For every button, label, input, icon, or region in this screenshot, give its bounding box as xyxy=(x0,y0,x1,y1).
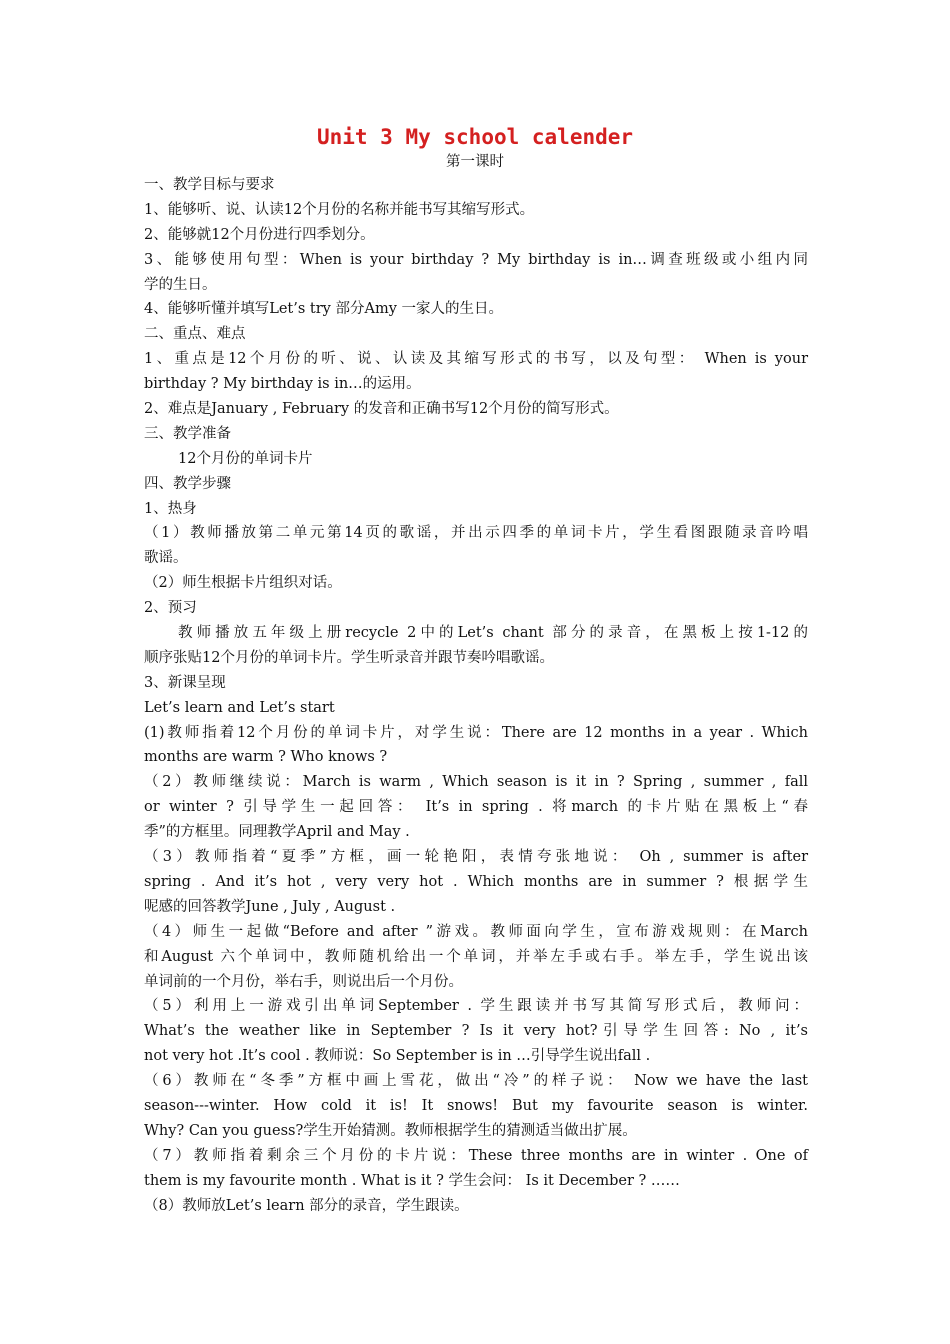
text-line: (1)教师指着12个月份的单词卡片，对学生说：There are 12 months in a year . Which xyxy=(144,724,808,741)
text-line: or winter ? 引导学生一起回答： It’s in spring . 将march 的卡片贴在黑板上“春 xyxy=(144,799,808,816)
text-line: （2）教师继续说：March is warm , Which season is it in ? Spring , summer , fall xyxy=(144,774,808,791)
text-line: 顺序张贴12个月份的单词卡片。学生听录音并跟节奏吟唱歌谣。 xyxy=(144,649,554,666)
text-line: birthday ? My birthday is in…的运用。 xyxy=(144,376,421,393)
text-line: （7）教师指着剩余三个月份的卡片说：These three months are in winter . One of xyxy=(144,1147,808,1164)
text-line: 歌谣。 xyxy=(144,550,188,567)
text-line: season---winter. How cold it is! It snows! But my favourite season is winter. xyxy=(144,1097,808,1114)
document-title: Unit 3 My school calender xyxy=(316,125,634,149)
text-line: 一、教学目标与要求 xyxy=(144,177,275,193)
text-line: not very hot .It’s cool . 教师说：So September is in …引导学生说出fall . xyxy=(144,1048,651,1065)
text-line: 3、新课呈现 xyxy=(144,674,226,691)
text-line: Why? Can you guess?学生开始猜测。教师根据学生的猜测适当做出扩展。 xyxy=(144,1122,637,1139)
text-line: 4、能够听懂并填写Let’s try 部分Amy 一家人的生日。 xyxy=(144,301,504,318)
text-line: 3、能够使用句型：When is your birthday ? My birthday is in…调查班级或小组内同 xyxy=(144,251,808,268)
text-line: 三、教学准备 xyxy=(144,425,231,442)
text-line: 学的生日。 xyxy=(144,276,217,293)
text-line: 1、热身 xyxy=(144,500,197,517)
text-line: 2、难点是January , February 的发音和正确书写12个月份的简写形式。 xyxy=(144,401,619,418)
text-line: 季”的方框里。同理教学April and May . xyxy=(144,824,410,841)
text-line: 四、教学步骤 xyxy=(144,475,231,492)
text-line: 2、能够就12个月份进行四季划分。 xyxy=(144,226,375,243)
lesson-body xyxy=(144,173,808,1218)
text-line: Let’s learn and Let’s start xyxy=(144,699,335,716)
text-line: them is my favourite month . What is it ? 学生会问： Is it December ? …… xyxy=(144,1172,680,1189)
lesson-subtitle: 第一课时 xyxy=(446,154,504,170)
text-line: （3）教师指着“夏季”方框，画一轮艳阳，表情夸张地说： Oh , summer is after xyxy=(144,849,808,866)
text-line: months are warm ? Who knows ? xyxy=(144,749,388,766)
text-line: 2、预习 xyxy=(144,600,197,617)
text-line: 12个月份的单词卡片 xyxy=(178,450,313,467)
text-line: 1、重点是12个月份的听、说、认读及其缩写形式的书写，以及句型： When is your xyxy=(144,351,808,368)
text-line: （8）教师放Let’s learn 部分的录音，学生跟读。 xyxy=(144,1197,469,1214)
text-line: 单词前的一个月份，举右手，则说出后一个月份。 xyxy=(144,973,463,990)
text-line: （2）师生根据卡片组织对话。 xyxy=(144,575,342,592)
text-line: What’s the weather like in September ? Is it very hot?引导学生回答: No , it’s xyxy=(144,1023,808,1040)
text-line: spring . And it’s hot , very very hot . Which months are in summer ? 根据学生 xyxy=(144,873,808,890)
text-line: （4）师生一起做“Before and after ”游戏。教师面向学生，宣布游戏规则：在March xyxy=(144,923,808,940)
text-line: 二、重点、难点 xyxy=(144,326,246,343)
text-line: （1）教师播放第二单元第14页的歌谣，并出示四季的单词卡片，学生看图跟随录音吟唱 xyxy=(144,525,808,542)
text-line: 和August 六个单词中，教师随机给出一个单词，并举左手或右手。举左手，学生说出该 xyxy=(144,948,808,965)
text-line: 教师播放五年级上册recycle 2中的Let’s chant 部分的录音，在黑板上按1-12的 xyxy=(178,625,808,642)
text-line: 呢感的回答教学June , July , August . xyxy=(144,898,396,915)
text-line: （5）利用上一游戏引出单词September . 学生跟读并书写其简写形式后，教师问： xyxy=(144,998,808,1015)
text-line: 1、能够听、说、认读12个月份的名称并能书写其缩写形式。 xyxy=(144,201,535,218)
text-line: （6）教师在“冬季”方框中画上雪花，做出“冷”的样子说： Now we have the last xyxy=(144,1073,808,1090)
